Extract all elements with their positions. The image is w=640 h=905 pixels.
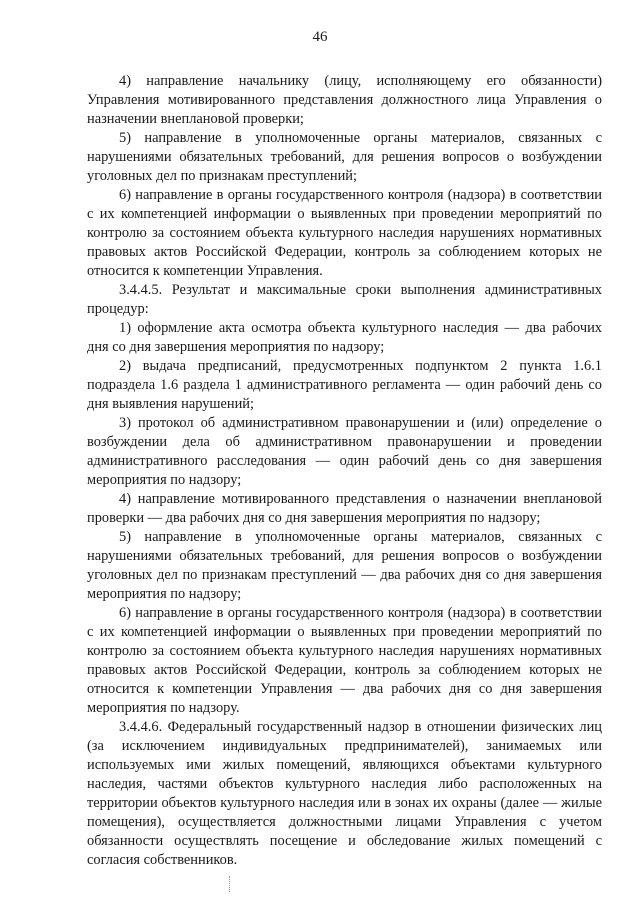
page-number: 46 (312, 29, 328, 45)
paragraph-section-3-4-4-6: 3.4.4.6. Федеральный государственный надзор в отношении физических лиц (за исключением индивидуальных предпринимателей), занимаемых или используемых ими жилых помещений, являющихся объектами культурного наследия, частями объектов культурного наследия либо расположенных на территории объектов культурного наследия или в зонах их охраны (далее — жилые помещения), осуществляется должностными лицами Управления с учетом обязанности осуществлять посещение и обследование жилых помещений с согласия собственников. (87, 719, 602, 868)
paragraph-section-3-4-4-5: 3.4.4.5. Результат и максимальные сроки выполнения административных процедур: (87, 282, 602, 317)
paragraph-deadline-2: 2) выдача предписаний, предусмотренных подпунктом 2 пункта 1.6.1 подраздела 1.6 раздела 1 административного регламента — один рабочий день со дня выявления нарушений; (87, 358, 602, 412)
paragraph-item-4-representation: 4) направление начальнику (лицу, исполняющему его обязанности) Управления мотивированного представления должностного лица Управления о назначении внеплановой проверки; (87, 73, 602, 127)
scan-mark (229, 876, 231, 892)
paragraph-item-6-information: 6) направление в органы государственного контроля (надзора) в соответствии с их компетенцией информации о выявленных при проведении мероприятий по контролю за состоянием объекта культурного наследия нарушениях нормативных правовых актов Российской Федерации, контроль за соблюдением которых не относится к компетенции Управления. (87, 187, 602, 279)
document-body (87, 72, 602, 870)
paragraph-deadline-1: 1) оформление акта осмотра объекта культурного наследия — два рабочих дня со дня завершения мероприятия по надзору; (87, 320, 602, 355)
paragraph-item-5-materials: 5) направление в уполномоченные органы материалов, связанных с нарушениями обязательных требований, для решения вопросов о возбуждении уголовных дел по признакам преступлений; (87, 130, 602, 184)
paragraph-deadline-3: 3) протокол об административном правонарушении и (или) определение о возбуждении дела об административном правонарушении и проведении административного расследования — один рабочий день со дня завершения мероприятия по надзору; (87, 415, 602, 488)
paragraph-deadline-5: 5) направление в уполномоченные органы материалов, связанных с нарушениями обязательных требований, для решения вопросов о возбуждении уголовных дел по признакам преступлений — два рабочих дня со дня завершения мероприятия по надзору; (87, 529, 602, 602)
paragraph-deadline-4: 4) направление мотивированного представления о назначении внеплановой проверки — два рабочих дня со дня завершения мероприятия по надзору; (87, 491, 602, 526)
paragraph-deadline-6: 6) направление в органы государственного контроля (надзора) в соответствии с их компетенцией информации о выявленных при проведении мероприятий по контролю за состоянием объекта культурного наследия нарушениях нормативных правовых актов Российской Федерации, контроль за соблюдением которых не относится к компетенции Управления — два рабочих дня со дня завершения мероприятия по надзору. (87, 605, 602, 716)
